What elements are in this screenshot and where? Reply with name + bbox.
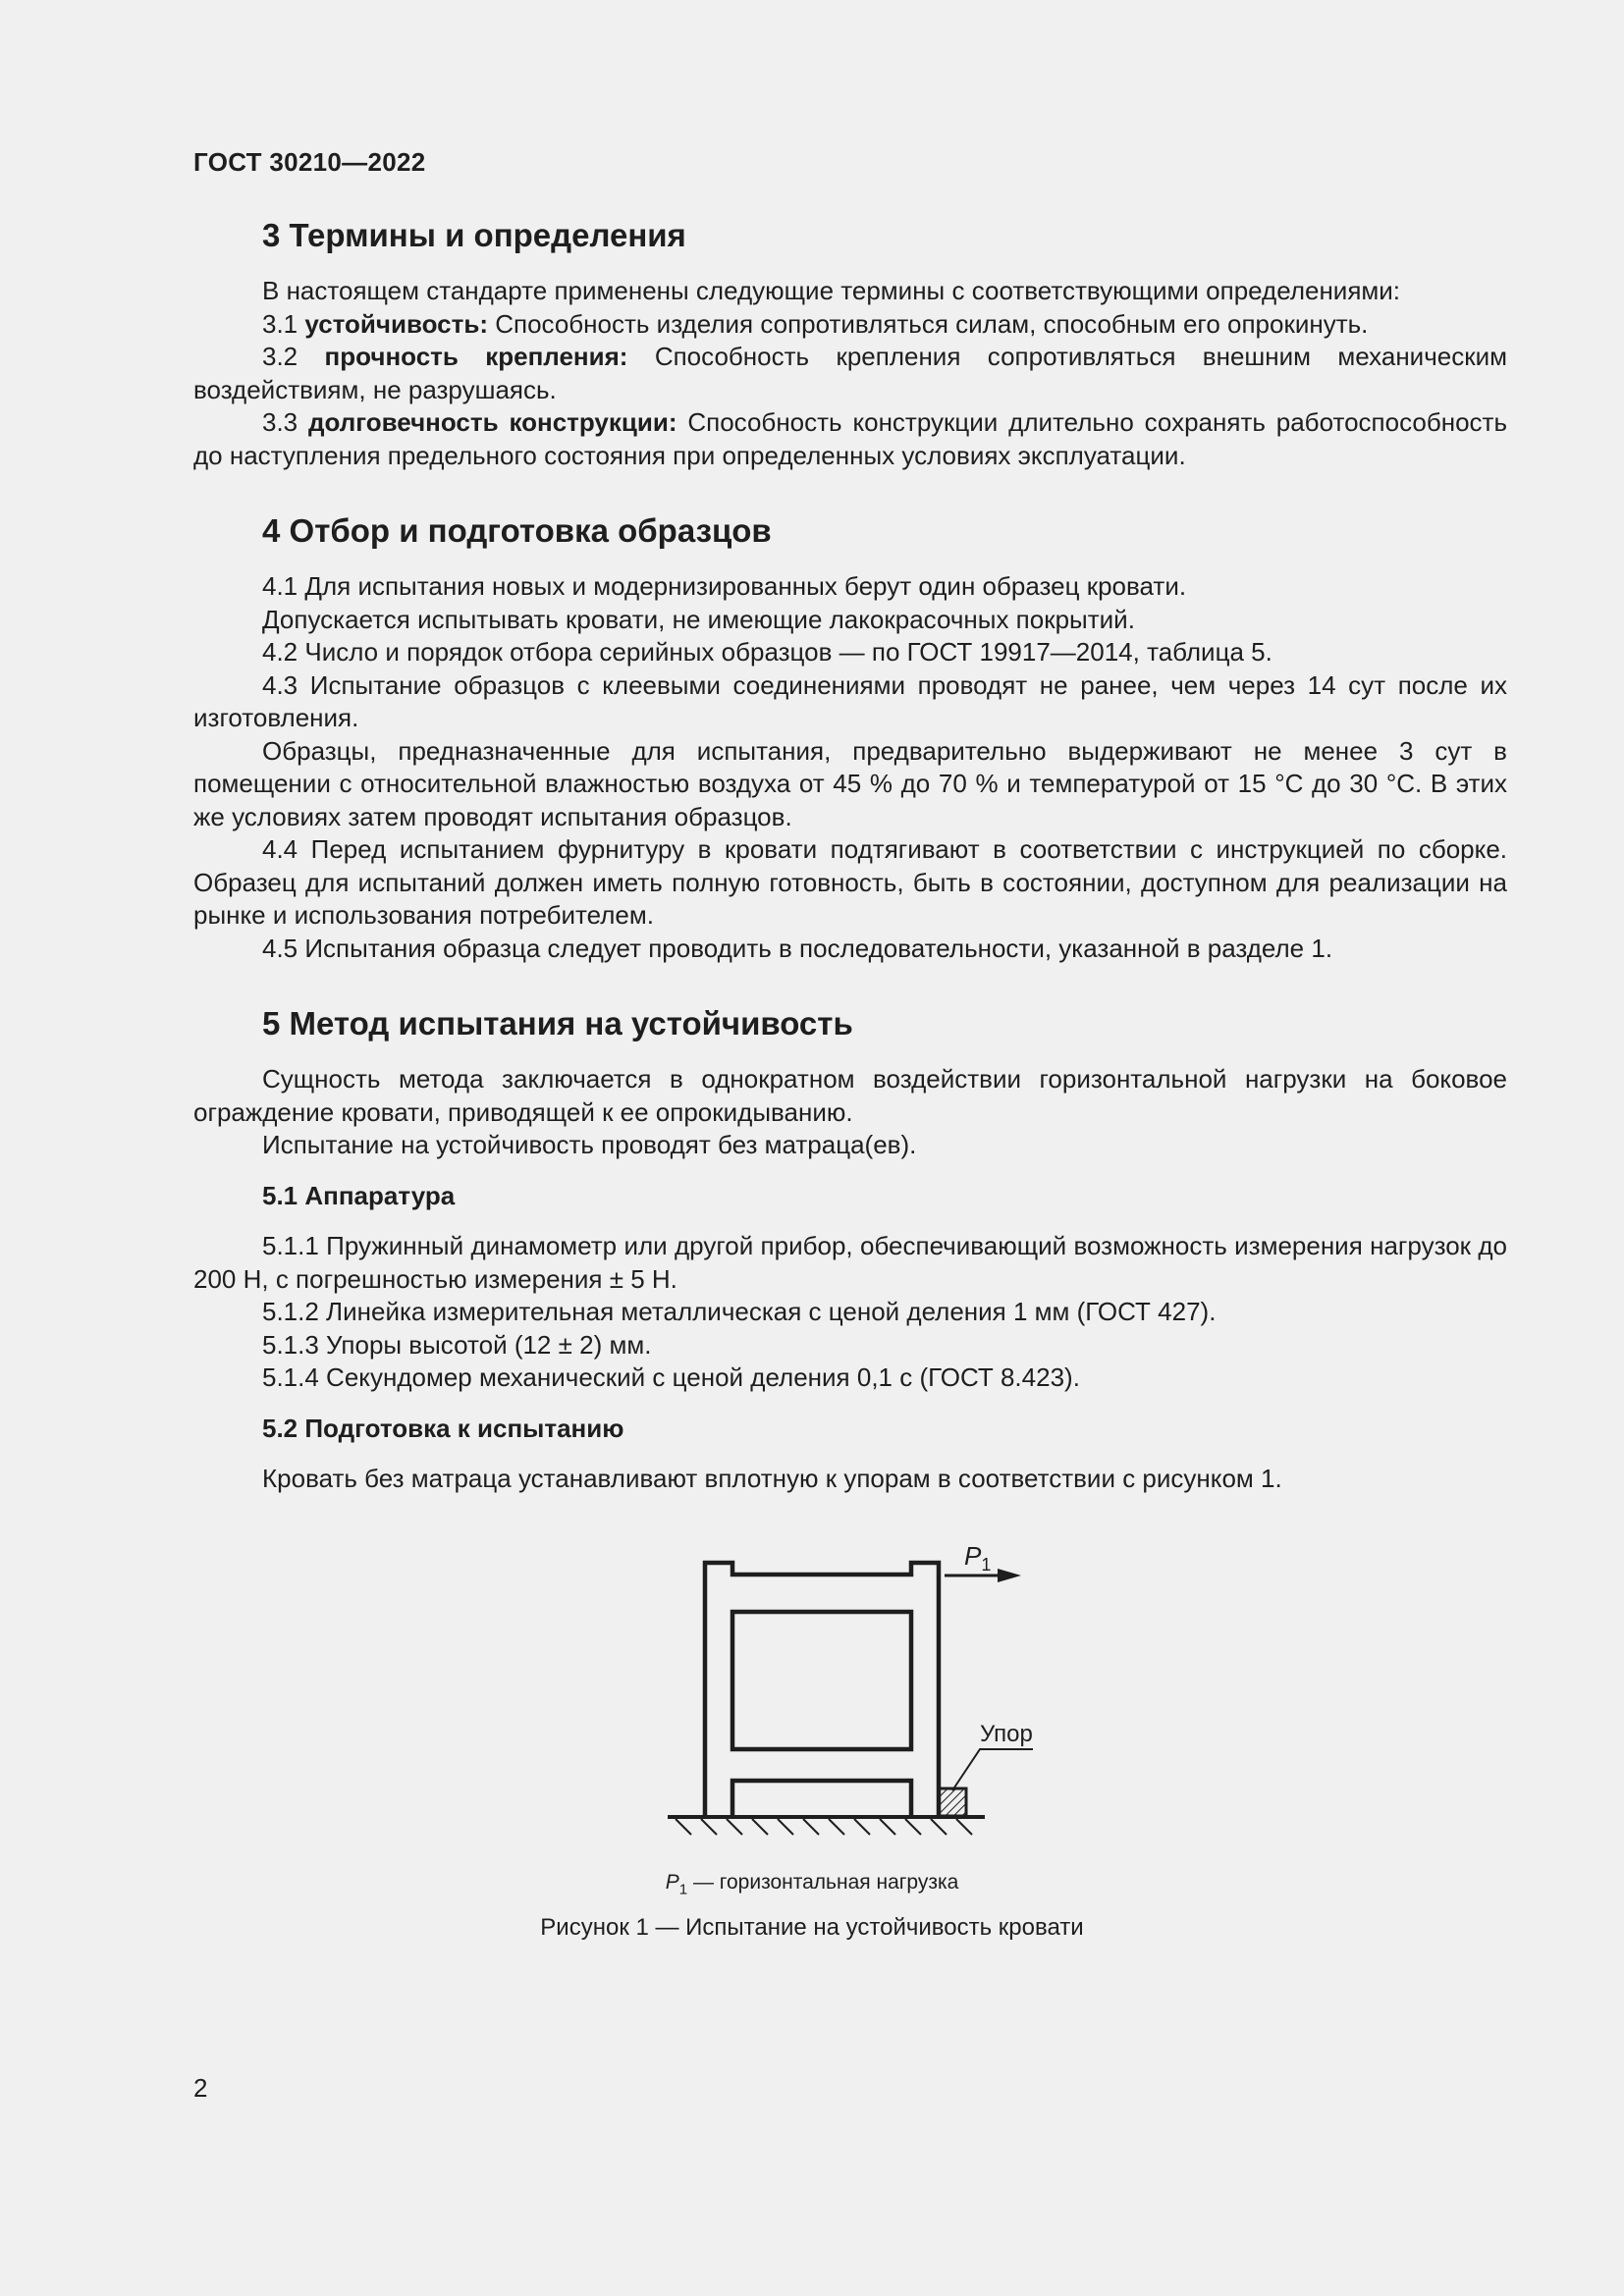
stop-label: Упор [980,1721,1033,1747]
figure-legend [0,1871,1624,1897]
section-3-intro: В настоящем стандарте применены следующие термины с соответствующими определениями: [262,276,1401,305]
bed-upper-panel [732,1612,911,1749]
section-5-title: 5 Метод испытания на устойчивость [262,1005,853,1041]
page-number: 2 [193,2073,208,2103]
section-4-title: 4 Отбор и подготовка образцов [262,512,772,549]
stop-block [939,1789,966,1816]
term-3-2 [193,341,1507,406]
bed-stability-diagram [668,1543,1041,1847]
term-3-1 [193,308,1507,342]
ground-hatching [676,1819,972,1835]
paragraph: Образцы, предназначенные для испытания, предварительно выдерживают не менее 3 сут в помещении с относительной влажностью воздуха от 45 % до 70 % и температурой от 15 °С до 30 °С. В этих же условиях затем проводят испытания образцов. [193,735,1507,831]
figure-bed-stability [668,1543,1041,1847]
force-subscript: 1 [981,1555,992,1575]
document-body [193,216,1507,1496]
term-number: 3.1 [262,308,305,339]
bed-outline [705,1563,939,1816]
legend-symbol: P [665,1871,679,1894]
paragraph: 5.1.3 Упоры высотой (12 ± 2) мм. [262,1329,652,1360]
force-label [964,1543,991,1575]
paragraph: Допускается испытывать кровати, не имеющие лакокрасочных покрытий. [262,604,1135,634]
paragraph: 4.1 Для испытания новых и модернизированных берут один образец кровати. [262,571,1187,601]
figure-caption: Рисунок 1 — Испытание на устойчивость кровати [540,1914,1084,1941]
document-id: ГОСТ 30210—2022 [193,147,426,177]
term-definition: Способность крепления сопротивляться внешним механическим воздействиям, не разрушаясь. [193,342,1507,404]
paragraph: 5.1.2 Линейка измерительная металлическая с ценой деления 1 мм (ГОСТ 427). [262,1297,1217,1326]
paragraph: Испытание на устойчивость проводят без матраца(ев). [262,1130,917,1159]
term-name: долговечность конструкции: [308,407,677,437]
paragraph: Сущность метода заключается в однократном воздействии горизонтальной нагрузки на боковое ограждение кровати, приводящей к ее опрокидыванию. [193,1064,1507,1127]
term-3-3 [193,406,1507,472]
paragraph: 5.1.4 Секундомер механический с ценой деления 0,1 с (ГОСТ 8.423). [262,1362,1080,1392]
paragraph: Кровать без матраца устанавливают вплотную к упорам в соответствии с рисунком 1. [262,1464,1282,1493]
paragraph: 5.1.1 Пружинный динамометр или другой прибор, обеспечивающий возможность измерения нагрузок до 200 Н, с погрешностью измерения ± 5 Н. [193,1231,1507,1294]
subsection-5-1-title: 5.1 Аппаратура [262,1180,456,1210]
paragraph: 4.4 Перед испытанием фурнитуру в кровати подтягивают в соответствии с инструкцией по сборке. Образец для испытаний должен иметь полную готовность, быть в состоянии, доступном для реализации на рынке и использования потребителем. [193,834,1507,930]
term-name: прочность крепления: [324,342,628,371]
stop-leader-line [952,1749,1033,1790]
term-number: 3.3 [262,407,308,437]
subsection-5-2-title: 5.2 Подготовка к испытанию [262,1413,624,1443]
term-definition: Способность конструкции длительно сохранять работоспособность до наступления предельного состояния при определенных условиях эксплуатации. [193,407,1507,470]
force-arrow-head [998,1569,1021,1582]
paragraph: 4.5 Испытания образца следует проводить в последовательности, указанной в разделе 1. [262,933,1333,963]
term-name: устойчивость: [304,308,488,339]
term-number: 3.2 [262,342,325,371]
paragraph: 4.2 Число и порядок отбора серийных образцов — по ГОСТ 19917—2014, таблица 5. [262,637,1272,667]
force-symbol: P [964,1543,982,1571]
term-definition: Способность изделия сопротивляться силам, способным его опрокинуть. [488,308,1369,339]
legend-subscript: 1 [678,1881,688,1898]
legend-text: — горизонтальная нагрузка [687,1871,959,1894]
paragraph: 4.3 Испытание образцов с клеевыми соединениями проводят не ранее, чем через 14 сут после их изготовления. [193,669,1507,732]
section-3-title: 3 Термины и определения [262,217,686,253]
bed-lower-rail [732,1781,911,1816]
